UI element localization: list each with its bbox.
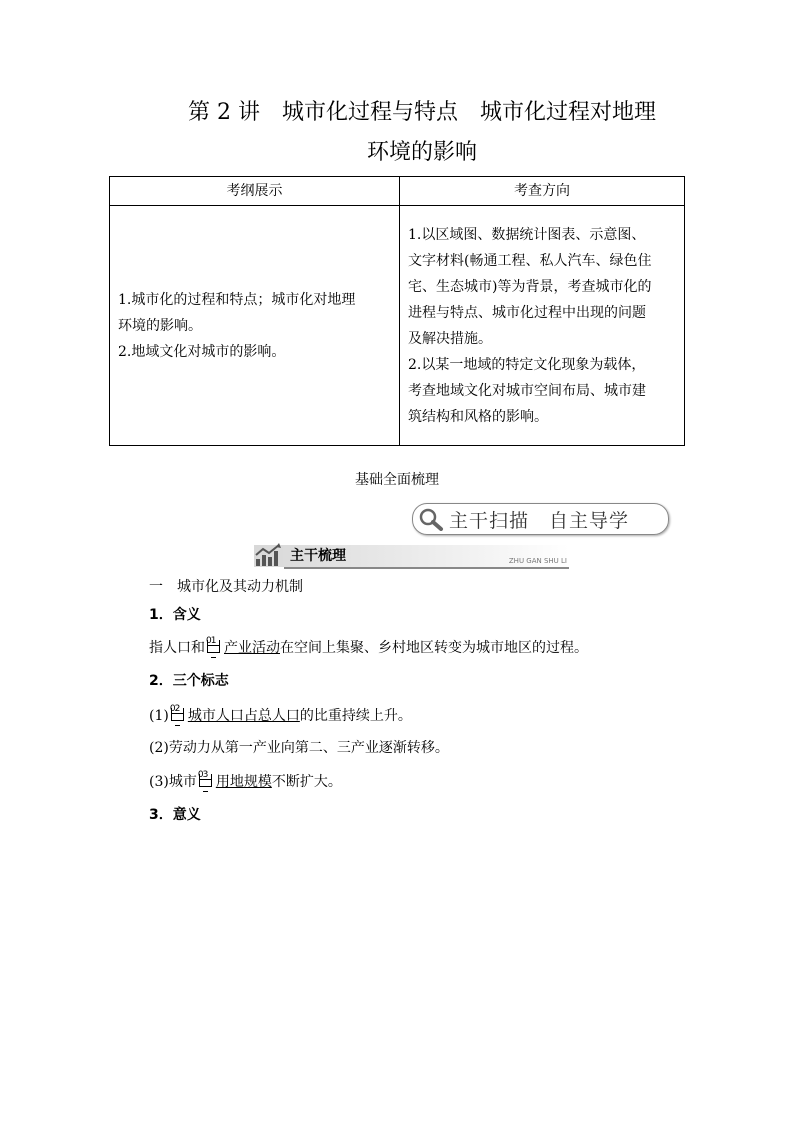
table-header-row <box>110 177 685 206</box>
item-signs-heading: 2．三个标志 <box>149 673 229 689</box>
direction-line: 进程与特点、城市化过程中出现的问题 <box>408 304 646 321</box>
lesson-title-line2: 环境的影响 <box>366 140 477 165</box>
direction-line: 宅、生态城市)等为背景，考查城市化的 <box>408 278 652 295</box>
direction-line: 筑结构和风格的影响。 <box>408 408 548 425</box>
blank-mark-number: 01 <box>206 636 216 646</box>
sub-banner-label: 主干梳理 <box>290 548 346 564</box>
direction-cell <box>400 206 685 446</box>
syllabus-line: 2.地域文化对城市的影响。 <box>118 343 286 360</box>
blank-mark-number: 03 <box>197 770 208 780</box>
item-definition-heading: 1．含义 <box>149 607 201 623</box>
definition-text-pre: 指人口和 <box>149 640 205 656</box>
direction-line: 及解决措施。 <box>408 330 492 347</box>
table-header-direction: 考查方向 <box>400 177 685 206</box>
sign-3-text: 不断扩大。 <box>271 774 342 790</box>
syllabus-cell <box>110 206 400 446</box>
sign-2: (2)劳动力从第一产业向第二、三产业逐渐转移。 <box>149 740 449 756</box>
sub-banner-pinyin: ZHU GAN SHU LI <box>508 557 567 565</box>
direction-line: 2.以某一地域的特定文化现象为载体， <box>408 356 646 373</box>
sign-3 <box>149 771 342 793</box>
lesson-title-line1: 第 2 讲 城市化过程与特点 城市化过程对地理 <box>188 100 656 125</box>
sign-1-text: 的比重持续上升。 <box>299 708 412 724</box>
overview-banner <box>412 503 669 535</box>
rising-chart-icon <box>254 543 282 571</box>
blank-mark-icon <box>198 772 215 788</box>
banner-text: 主干扫描 自主导学 <box>449 509 630 532</box>
direction-line: 考查地域文化对城市空间布局、城市建 <box>408 382 646 399</box>
sign-3-number: (3)城市 <box>149 774 197 790</box>
magnifier-icon <box>413 504 449 534</box>
blank-mark-number: 02 <box>169 704 180 714</box>
blank-mark-icon <box>206 638 223 654</box>
sign-1-answer: 城市人口占总人口 <box>187 708 300 724</box>
definition-paragraph <box>149 637 588 659</box>
definition-answer: 产业活动 <box>224 640 280 656</box>
sign-1-number: (1) <box>149 708 169 724</box>
sign-1 <box>149 705 412 727</box>
direction-line: 文字材料(畅通工程、私人汽车、绿色住 <box>408 252 652 269</box>
heading-urbanization: 一 城市化及其动力机制 <box>149 579 303 595</box>
syllabus-line: 环境的影响。 <box>118 317 202 334</box>
sign-3-answer: 用地规模 <box>215 774 272 790</box>
item-significance-heading: 3．意义 <box>149 807 201 823</box>
table-header-syllabus: 考纲展示 <box>110 177 400 206</box>
syllabus-table <box>109 176 685 446</box>
table-row <box>110 206 685 446</box>
syllabus-line: 1.城市化的过程和特点；城市化对地理 <box>118 291 356 308</box>
blank-mark-icon <box>170 706 187 722</box>
sub-banner <box>254 545 569 569</box>
direction-line: 1.以区域图、数据统计图表、示意图、 <box>408 226 646 243</box>
definition-text-post: 在空间上集聚、乡村地区转变为城市地区的过程。 <box>280 640 588 656</box>
section-title: 基础全面梳理 <box>355 472 439 488</box>
